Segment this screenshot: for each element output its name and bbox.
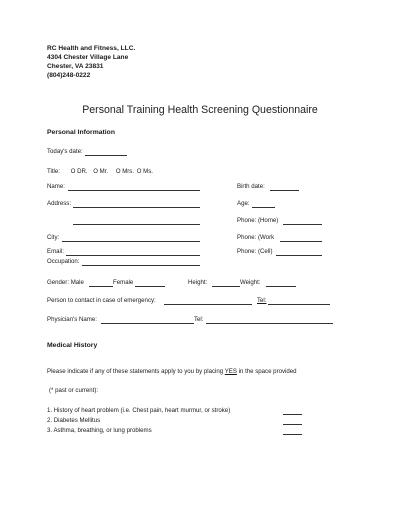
medical-instruction: Please indicate if any of these statements apply to you by placing YES in the space provided xyxy=(47,368,297,375)
medical-history-heading: Medical History xyxy=(47,342,98,349)
todays-date-field[interactable] xyxy=(85,155,127,156)
gender-female-field[interactable] xyxy=(135,286,165,287)
title-option-dr[interactable]: O DR. xyxy=(70,168,88,175)
emergency-contact-label: Person to contact in case of emergency: xyxy=(47,297,156,304)
gender-male-field[interactable] xyxy=(89,286,113,287)
phone-work-label: Phone: (Work xyxy=(237,234,275,241)
page-title: Personal Training Health Screening Questionnaire xyxy=(82,104,318,116)
gender-female-label: Female xyxy=(113,279,134,286)
phone-home-label: Phone: (Home) xyxy=(237,217,279,224)
medical-item-3: 3. Asthma, breathing, or lung problems xyxy=(47,427,152,434)
radio-circle-icon: O xyxy=(136,169,142,175)
company-name: RC Health and Fitness, LLC. xyxy=(47,45,136,52)
height-field[interactable] xyxy=(212,286,240,287)
medical-item-1: 1. History of heart problem (i.e. Chest pain, heart murmur, or stroke) xyxy=(47,407,231,414)
phone-work-field[interactable] xyxy=(280,241,322,242)
physician-name-field[interactable] xyxy=(101,323,194,324)
gender-male-label: Gender: Male xyxy=(47,279,84,286)
company-address-line2: Chester, VA 23831 xyxy=(47,63,104,70)
title-option-mrs[interactable]: O Mrs. xyxy=(115,168,135,175)
title-row xyxy=(47,168,153,176)
radio-circle-icon: O xyxy=(115,169,121,175)
address-field-line2[interactable] xyxy=(73,224,200,225)
physician-tel-field[interactable] xyxy=(206,323,333,324)
phone-cell-label: Phone: (Cell) xyxy=(237,248,273,255)
height-label: Height: xyxy=(188,279,208,286)
address-label: Address: xyxy=(47,200,72,207)
email-label: Email: xyxy=(47,248,64,255)
weight-field[interactable] xyxy=(266,286,296,287)
title-label: Title: xyxy=(47,168,60,175)
radio-circle-icon: O xyxy=(70,169,76,175)
title-option-ms[interactable]: O Ms. xyxy=(136,168,153,175)
city-field[interactable] xyxy=(62,241,200,242)
name-field[interactable] xyxy=(68,190,200,191)
title-option-mr[interactable]: O Mr. xyxy=(93,168,109,175)
medical-item-2-answer[interactable] xyxy=(283,424,302,425)
emergency-contact-field[interactable] xyxy=(164,304,252,305)
weight-label: Weight: xyxy=(240,279,261,286)
todays-date-label: Today's date: xyxy=(47,148,83,155)
age-field[interactable] xyxy=(252,207,275,208)
email-field[interactable] xyxy=(66,255,200,256)
yes-keyword: YES xyxy=(224,368,237,375)
emergency-tel-field[interactable] xyxy=(268,304,330,305)
city-label: City: xyxy=(47,234,60,241)
medical-item-1-answer[interactable] xyxy=(283,414,302,415)
age-label: Age: xyxy=(237,200,250,207)
birth-date-field[interactable] xyxy=(270,190,299,191)
medical-item-2: 2. Diabetes Mellitus xyxy=(47,417,101,424)
occupation-label: Occupation: xyxy=(47,258,80,265)
emergency-tel-label: Tel: xyxy=(257,297,267,304)
company-address-line1: 4304 Chester Village Lane xyxy=(47,54,129,61)
occupation-field[interactable] xyxy=(82,265,200,266)
personal-info-heading: Personal Information xyxy=(47,129,115,136)
radio-circle-icon: O xyxy=(93,169,98,175)
physician-name-label: Physician's Name: xyxy=(47,316,97,323)
phone-home-field[interactable] xyxy=(283,224,322,225)
medical-note: (* past or current): xyxy=(49,387,99,394)
phone-cell-field[interactable] xyxy=(276,255,322,256)
physician-tel-label: Tel: xyxy=(194,316,204,323)
birth-date-label: Birth date: xyxy=(237,183,265,190)
medical-item-3-answer[interactable] xyxy=(283,434,302,435)
name-label: Name: xyxy=(47,183,65,190)
address-field-line1[interactable] xyxy=(73,207,200,208)
company-phone: (804)248-0222 xyxy=(47,72,91,79)
